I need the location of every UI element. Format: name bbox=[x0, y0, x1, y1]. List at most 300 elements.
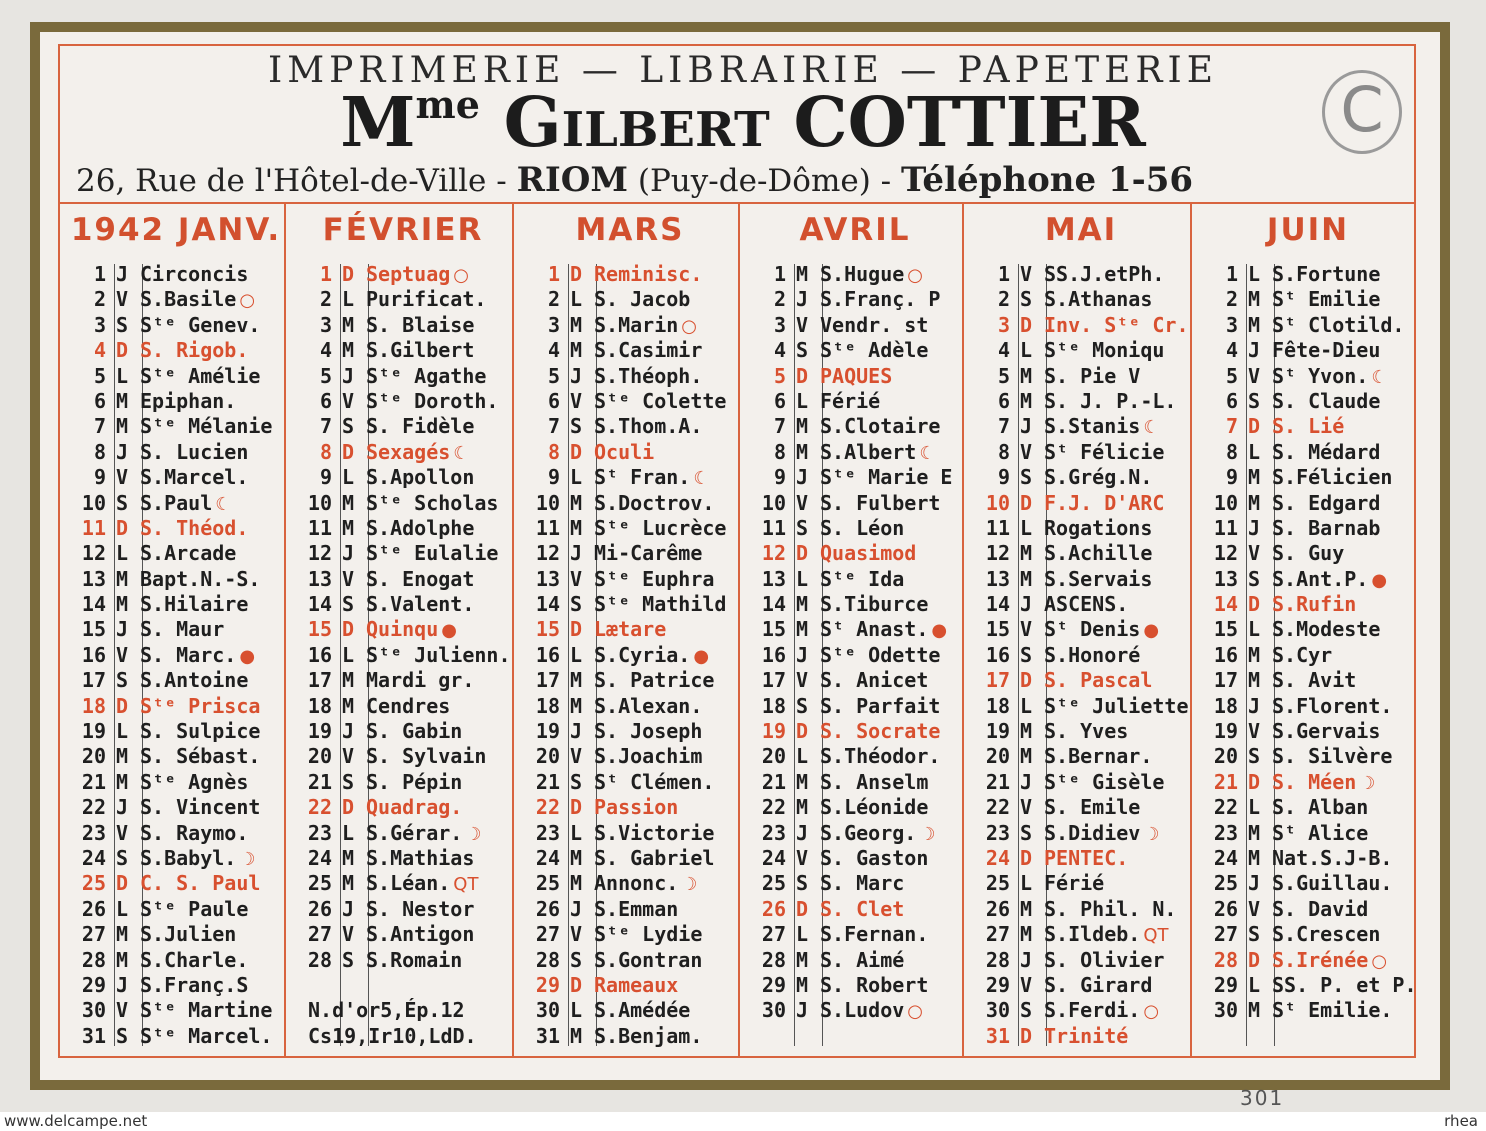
column-divider bbox=[284, 204, 286, 1058]
day-number: 17 bbox=[307, 668, 332, 693]
weekday-letter: L bbox=[795, 388, 809, 413]
day-row bbox=[296, 643, 514, 668]
weekday-letter: D bbox=[341, 617, 355, 642]
day-number: 1 bbox=[773, 262, 786, 286]
saint-name: S. Lucien bbox=[140, 439, 249, 464]
saint-name: Purificat. bbox=[366, 287, 487, 312]
weekday-letter: D bbox=[795, 719, 809, 744]
weekday-letter: M bbox=[115, 388, 129, 413]
weekday-letter: L bbox=[115, 363, 129, 388]
day-row bbox=[1202, 617, 1420, 642]
owner-last: COTTIER bbox=[793, 83, 1146, 163]
weekday-letter: S bbox=[795, 338, 809, 363]
weekday-letter: D bbox=[115, 338, 129, 363]
weekday-letter: D bbox=[115, 871, 129, 896]
day-number: 19 bbox=[307, 719, 332, 744]
day-row bbox=[524, 592, 729, 617]
day-row bbox=[524, 389, 729, 414]
day-row bbox=[70, 1024, 275, 1049]
month-rows bbox=[750, 262, 955, 1024]
saint-name: S. Parfait bbox=[820, 693, 941, 718]
day-number: 30 bbox=[1213, 998, 1238, 1023]
day-row bbox=[296, 262, 514, 287]
day-number: 11 bbox=[1213, 515, 1238, 540]
moon-phase-icon: ☽ bbox=[919, 823, 936, 845]
month-title bbox=[70, 212, 282, 248]
weekday-letter: S bbox=[1019, 820, 1033, 845]
saint-name: S. Nestor bbox=[366, 896, 475, 921]
day-row bbox=[750, 516, 955, 541]
saint-name: S. Joseph bbox=[594, 719, 703, 744]
weekday-letter: M bbox=[795, 617, 809, 642]
saint-name: Sᵗᵉ Gisèle bbox=[1044, 769, 1165, 794]
saint-name: S. Pie V bbox=[1044, 363, 1141, 388]
day-row bbox=[750, 871, 955, 896]
weekday-letter: D bbox=[569, 439, 583, 464]
department: (Puy-de-Dôme) bbox=[637, 163, 871, 199]
month-title bbox=[1202, 212, 1414, 248]
saint-name: S.Florent. bbox=[1272, 693, 1393, 718]
day-row bbox=[974, 795, 1192, 820]
weekday-letter: L bbox=[795, 922, 809, 947]
weekday-letter: L bbox=[115, 896, 129, 921]
day-row bbox=[296, 338, 514, 363]
weekday-letter: D bbox=[341, 262, 355, 286]
day-row bbox=[974, 922, 1192, 947]
saint-name: S. Claude bbox=[1272, 388, 1381, 413]
weekday-letter: D bbox=[1247, 947, 1261, 972]
day-number: 14 bbox=[307, 592, 332, 617]
phone: Téléphone 1-56 bbox=[901, 160, 1194, 200]
moon-phase-icon: ● bbox=[1143, 620, 1160, 642]
saint-name: Sᵗᵉ Mathild bbox=[594, 592, 727, 617]
day-row bbox=[750, 821, 955, 846]
moon-phase-icon: ● bbox=[1371, 569, 1388, 591]
day-row bbox=[296, 414, 514, 439]
day-number: 25 bbox=[761, 871, 786, 896]
day-row bbox=[1202, 643, 1420, 668]
saint-name: S.Léan. bbox=[366, 871, 451, 896]
saint-name: S. Blaise bbox=[366, 312, 475, 337]
day-row bbox=[296, 948, 514, 973]
saint-name: S.Fortune bbox=[1272, 262, 1381, 286]
day-row bbox=[70, 922, 275, 947]
day-number: 15 bbox=[1213, 617, 1238, 642]
saint-name: S.Grég.N. bbox=[1044, 465, 1153, 490]
day-number: 4 bbox=[319, 338, 332, 363]
day-number: 8 bbox=[319, 439, 332, 464]
weekday-letter: J bbox=[1019, 769, 1033, 794]
day-number: 13 bbox=[1213, 566, 1238, 591]
saint-name: S. Rigob. bbox=[140, 338, 249, 363]
weekday-letter: S bbox=[341, 769, 355, 794]
weekday-letter: V bbox=[569, 388, 583, 413]
weekday-letter: L bbox=[341, 287, 355, 312]
day-row bbox=[750, 465, 955, 490]
day-number: 23 bbox=[81, 820, 106, 845]
day-row bbox=[1202, 313, 1420, 338]
moon-phase-icon: ☾ bbox=[919, 442, 936, 464]
saint-name: S. Girard bbox=[1044, 972, 1153, 997]
saint-name: S.Ildeb. bbox=[1044, 922, 1141, 947]
saint-name: PENTEC. bbox=[1044, 845, 1129, 870]
day-row bbox=[974, 694, 1192, 719]
day-number: 5 bbox=[1225, 363, 1238, 388]
day-number: 1 bbox=[1225, 262, 1238, 286]
day-number: 23 bbox=[761, 820, 786, 845]
day-number: 22 bbox=[761, 795, 786, 820]
day-number: 21 bbox=[535, 769, 560, 794]
card-code: 301 bbox=[1240, 1086, 1285, 1110]
saint-name: S. Lié bbox=[1272, 414, 1345, 439]
day-number: 8 bbox=[773, 439, 786, 464]
weekday-letter: M bbox=[569, 338, 583, 363]
weekday-letter: M bbox=[569, 845, 583, 870]
weekday-letter: S bbox=[795, 871, 809, 896]
day-number: 19 bbox=[81, 719, 106, 744]
weekday-letter: L bbox=[341, 820, 355, 845]
day-row bbox=[524, 922, 729, 947]
day-row bbox=[524, 871, 729, 896]
moon-phase-icon: ○ bbox=[1143, 1001, 1160, 1023]
moon-phase-icon: ☽ bbox=[681, 874, 698, 896]
saint-name: S. Patrice bbox=[594, 668, 715, 693]
saint-name: Sᵗᵉ Colette bbox=[594, 388, 727, 413]
day-number: 17 bbox=[1213, 668, 1238, 693]
weekday-letter: J bbox=[795, 820, 809, 845]
day-number: 23 bbox=[985, 820, 1010, 845]
address-dash-2: - bbox=[880, 163, 892, 199]
weekday-letter: S bbox=[795, 515, 809, 540]
day-row bbox=[70, 668, 275, 693]
day-number: 14 bbox=[81, 592, 106, 617]
weekday-letter: V bbox=[115, 287, 129, 312]
day-number: 18 bbox=[307, 693, 332, 718]
weekday-letter: S bbox=[115, 490, 129, 515]
saint-name: S. Yves bbox=[1044, 719, 1129, 744]
day-row bbox=[1202, 770, 1420, 795]
day-row bbox=[1202, 719, 1420, 744]
saint-name: S. Méen bbox=[1272, 769, 1357, 794]
day-number: 12 bbox=[761, 541, 786, 566]
day-row bbox=[974, 287, 1192, 312]
weekday-letter: J bbox=[795, 465, 809, 490]
day-row bbox=[974, 846, 1192, 871]
day-number: 26 bbox=[81, 896, 106, 921]
day-number: 13 bbox=[307, 566, 332, 591]
day-number: 9 bbox=[997, 465, 1010, 490]
day-row bbox=[1202, 440, 1420, 465]
weekday-letter: S bbox=[341, 414, 355, 439]
day-row bbox=[750, 795, 955, 820]
weekday-letter: M bbox=[795, 414, 809, 439]
day-number: 10 bbox=[985, 490, 1010, 515]
weekday-letter: V bbox=[1019, 972, 1033, 997]
day-row bbox=[524, 338, 729, 363]
weekday-letter: M bbox=[1247, 490, 1261, 515]
weekday-letter: L bbox=[341, 465, 355, 490]
day-row bbox=[524, 846, 729, 871]
saint-name: Sᵗᵉ Martine bbox=[140, 998, 273, 1023]
day-number: 21 bbox=[307, 769, 332, 794]
saint-name: S.Albert bbox=[820, 439, 917, 464]
saint-name: S. Vincent bbox=[140, 795, 261, 820]
day-row bbox=[70, 592, 275, 617]
column-divider bbox=[962, 204, 964, 1058]
weekday-letter: L bbox=[569, 642, 583, 667]
saint-name: Rogations bbox=[1044, 515, 1153, 540]
moon-phase-icon: ☾ bbox=[453, 442, 470, 464]
weekday-letter: S bbox=[1019, 465, 1033, 490]
weekday-letter: S bbox=[569, 947, 583, 972]
day-number: 24 bbox=[81, 845, 106, 870]
day-row bbox=[70, 795, 275, 820]
saint-name: S.Mathias bbox=[366, 845, 475, 870]
day-number: 17 bbox=[81, 668, 106, 693]
day-number: 17 bbox=[761, 668, 786, 693]
day-row bbox=[524, 491, 729, 516]
moon-phase-icon: QT bbox=[1143, 925, 1169, 947]
day-row bbox=[70, 465, 275, 490]
saint-name: Sᵗᵉ Marcel. bbox=[140, 1023, 273, 1048]
saint-name: Circoncis bbox=[140, 262, 249, 286]
moon-phase-icon: ○ bbox=[681, 315, 698, 337]
weekday-letter: M bbox=[1247, 820, 1261, 845]
weekday-letter: S bbox=[1019, 287, 1033, 312]
day-row bbox=[974, 262, 1192, 287]
day-row bbox=[1202, 846, 1420, 871]
day-number: 4 bbox=[773, 338, 786, 363]
weekday-letter: J bbox=[1247, 871, 1261, 896]
saint-name: Sᵗᵉ Marie E bbox=[820, 465, 953, 490]
saint-name: Cendres bbox=[366, 693, 451, 718]
weekday-letter: D bbox=[1019, 312, 1033, 337]
day-number: 21 bbox=[985, 769, 1010, 794]
weekday-letter: D bbox=[569, 262, 583, 286]
day-row bbox=[974, 770, 1192, 795]
weekday-letter: L bbox=[569, 465, 583, 490]
weekday-letter: D bbox=[1019, 1023, 1033, 1048]
weekday-letter: M bbox=[1019, 566, 1033, 591]
saint-name: Nat.S.J-B. bbox=[1272, 845, 1393, 870]
day-row bbox=[524, 770, 729, 795]
weekday-letter: J bbox=[341, 719, 355, 744]
day-number: 6 bbox=[93, 388, 106, 413]
day-row bbox=[974, 668, 1192, 693]
weekday-letter: M bbox=[795, 972, 809, 997]
weekday-letter: M bbox=[115, 769, 129, 794]
day-number: 30 bbox=[535, 998, 560, 1023]
moon-phase-icon: ○ bbox=[453, 265, 470, 286]
day-number: 7 bbox=[547, 414, 560, 439]
day-row bbox=[1202, 694, 1420, 719]
saint-name: S. Maur bbox=[140, 617, 225, 642]
day-number: 10 bbox=[81, 490, 106, 515]
saint-name: S. Phil. N. bbox=[1044, 896, 1177, 921]
weekday-letter: V bbox=[341, 744, 355, 769]
saint-name: Sᵗᵉ Julienn. bbox=[366, 642, 511, 667]
day-number: 5 bbox=[319, 363, 332, 388]
day-row bbox=[974, 440, 1192, 465]
day-number: 24 bbox=[1213, 845, 1238, 870]
saint-name: Quasimod bbox=[820, 541, 917, 566]
weekday-letter: M bbox=[1019, 363, 1033, 388]
saint-name: Sᵗ Alice bbox=[1272, 820, 1369, 845]
saint-name: Férié bbox=[820, 388, 881, 413]
day-number: 30 bbox=[985, 998, 1010, 1023]
day-number: 20 bbox=[535, 744, 560, 769]
day-row bbox=[974, 1024, 1192, 1049]
saint-name: S. Léon bbox=[820, 515, 905, 540]
saint-name: S.Adolphe bbox=[366, 515, 475, 540]
saint-name: S. David bbox=[1272, 896, 1369, 921]
weekday-letter: M bbox=[1019, 896, 1033, 921]
saint-name: S.Doctrov. bbox=[594, 490, 715, 515]
saint-name: S. Jacob bbox=[594, 287, 691, 312]
saint-name: Passion bbox=[594, 795, 679, 820]
day-number: 15 bbox=[535, 617, 560, 642]
saint-name: Quinqu bbox=[366, 617, 439, 642]
day-row bbox=[974, 364, 1192, 389]
day-number: 15 bbox=[761, 617, 786, 642]
saint-name: S.Bernar. bbox=[1044, 744, 1153, 769]
saint-name: Reminisc. bbox=[594, 262, 703, 286]
day-number: 4 bbox=[997, 338, 1010, 363]
day-row bbox=[750, 770, 955, 795]
saint-name: Sᵗ Clotild. bbox=[1272, 312, 1405, 337]
weekday-letter: V bbox=[569, 744, 583, 769]
weekday-letter: S bbox=[115, 1023, 129, 1048]
day-row bbox=[524, 897, 729, 922]
weekday-letter: S bbox=[341, 947, 355, 972]
saint-name: S. Fulbert bbox=[820, 490, 941, 515]
day-number: 6 bbox=[547, 388, 560, 413]
saint-name: S.Apollon bbox=[366, 465, 475, 490]
weekday-letter: J bbox=[1019, 947, 1033, 972]
day-row bbox=[1202, 668, 1420, 693]
day-row bbox=[70, 262, 275, 287]
day-number: 3 bbox=[1225, 312, 1238, 337]
saint-name: S. Silvère bbox=[1272, 744, 1393, 769]
saint-name: S.Amédée bbox=[594, 998, 691, 1023]
saint-name: S. Marc bbox=[820, 871, 905, 896]
day-number: 20 bbox=[761, 744, 786, 769]
weekday-letter: D bbox=[569, 617, 583, 642]
day-row bbox=[1202, 821, 1420, 846]
day-number: 16 bbox=[1213, 642, 1238, 667]
day-number: 18 bbox=[81, 693, 106, 718]
weekday-letter: M bbox=[1247, 668, 1261, 693]
day-number: 9 bbox=[93, 465, 106, 490]
saint-name: S. Pépin bbox=[366, 769, 463, 794]
day-number: 25 bbox=[81, 871, 106, 896]
day-number: 9 bbox=[1225, 465, 1238, 490]
weekday-letter: D bbox=[115, 515, 129, 540]
day-number: 19 bbox=[535, 719, 560, 744]
day-row bbox=[974, 744, 1192, 769]
day-row bbox=[750, 389, 955, 414]
saint-name: Sexagés bbox=[366, 439, 451, 464]
owner-prefix: M bbox=[340, 83, 416, 163]
month-name: MAI bbox=[1044, 212, 1118, 248]
saint-name: S. Robert bbox=[820, 972, 929, 997]
month-name: FÉVRIER bbox=[322, 212, 484, 248]
day-row bbox=[974, 592, 1192, 617]
weekday-letter: V bbox=[569, 922, 583, 947]
weekday-letter: M bbox=[341, 515, 355, 540]
day-row bbox=[974, 491, 1192, 516]
month-rows bbox=[1202, 262, 1420, 1024]
day-row bbox=[70, 617, 275, 642]
day-number: 16 bbox=[81, 642, 106, 667]
day-row bbox=[750, 414, 955, 439]
weekday-letter: M bbox=[569, 668, 583, 693]
day-row bbox=[524, 287, 729, 312]
weekday-letter: M bbox=[115, 414, 129, 439]
saint-name: S.Franç. P bbox=[820, 287, 941, 312]
day-number: 23 bbox=[1213, 820, 1238, 845]
weekday-letter: L bbox=[795, 566, 809, 591]
day-row bbox=[750, 287, 955, 312]
day-number: 23 bbox=[535, 820, 560, 845]
day-number: 18 bbox=[1213, 693, 1238, 718]
weekday-letter: M bbox=[569, 312, 583, 337]
weekday-letter: M bbox=[341, 845, 355, 870]
day-row bbox=[70, 694, 275, 719]
day-number: 10 bbox=[535, 490, 560, 515]
saint-name: F.J. D'ARC bbox=[1044, 490, 1165, 515]
saint-name: Inv. Sᵗᵉ Cr. bbox=[1044, 312, 1189, 337]
weekday-letter: S bbox=[795, 693, 809, 718]
day-number: 28 bbox=[761, 947, 786, 972]
saint-name: S.Paul bbox=[140, 490, 213, 515]
moon-phase-icon: ☽ bbox=[1359, 772, 1376, 794]
weekday-letter: D bbox=[795, 896, 809, 921]
weekday-letter: L bbox=[795, 744, 809, 769]
day-row bbox=[974, 998, 1192, 1023]
day-number: 3 bbox=[319, 312, 332, 337]
saint-name: C. S. Paul bbox=[140, 871, 261, 896]
saint-name: Sᵗᵉ Agnès bbox=[140, 769, 249, 794]
day-number: 8 bbox=[997, 439, 1010, 464]
weekday-letter: M bbox=[115, 592, 129, 617]
address-line bbox=[76, 160, 1376, 200]
saint-name: Sᵗ Anast. bbox=[820, 617, 929, 642]
saint-name: S. Pascal bbox=[1044, 668, 1153, 693]
saint-name: S. Alban bbox=[1272, 795, 1369, 820]
day-number: 26 bbox=[535, 896, 560, 921]
saint-name: S.Ferdi. bbox=[1044, 998, 1141, 1023]
saint-name: S.Thom.A. bbox=[594, 414, 703, 439]
day-row bbox=[1202, 973, 1420, 998]
weekday-letter: M bbox=[1247, 998, 1261, 1023]
day-row bbox=[1202, 364, 1420, 389]
day-row bbox=[524, 1024, 729, 1049]
day-number: 11 bbox=[985, 515, 1010, 540]
month-title bbox=[524, 212, 736, 248]
day-number: 12 bbox=[985, 541, 1010, 566]
day-row bbox=[974, 516, 1192, 541]
saint-name: S.Hilaire bbox=[140, 592, 249, 617]
weekday-letter: J bbox=[795, 998, 809, 1023]
day-row bbox=[70, 948, 275, 973]
saint-name: Sᵗ Félicie bbox=[1044, 439, 1165, 464]
day-number: 16 bbox=[307, 642, 332, 667]
day-number: 9 bbox=[773, 465, 786, 490]
weekday-letter: J bbox=[115, 972, 129, 997]
saint-name: S.Marin bbox=[594, 312, 679, 337]
weekday-letter: J bbox=[115, 617, 129, 642]
